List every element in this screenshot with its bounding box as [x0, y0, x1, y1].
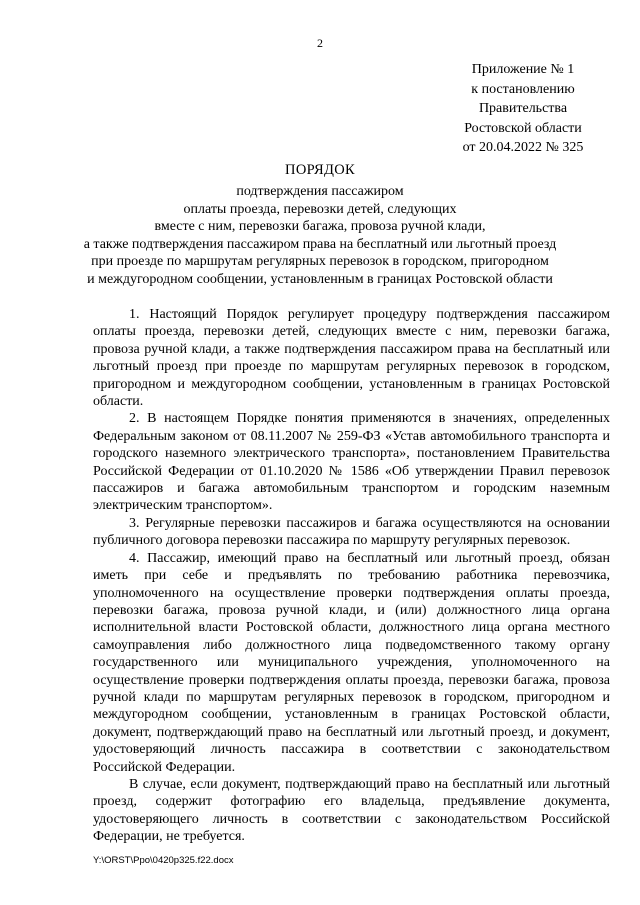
appendix-line: Приложение № 1 [471, 62, 575, 77]
document-title: ПОРЯДОК [285, 162, 355, 178]
appendix-block [428, 60, 618, 158]
subtitle-line: при проезде по маршрутам регулярных перевозок в городском, пригородном [91, 254, 549, 270]
appendix-line: Правительства [478, 101, 568, 116]
file-path-footer: Y:\ORST\Ppo\0420p325.f22.docx [93, 855, 234, 866]
subtitle-line: а также подтверждения пассажиром права на бесплатный или льготный проезд [83, 236, 557, 252]
paragraph: В случае, если документ, подтверждающий право на бесплатный или льготный проезд, содержит фотографию его владельца, предъявление документа, удостоверяющего личность в соответствии с законодательством Российской Федерации, не требуется. [93, 776, 610, 845]
subtitle-line: вместе с ним, перевозки багажа, провоза ручной клади, [154, 219, 486, 235]
subtitle-line: подтверждения пассажиром [236, 184, 404, 199]
paragraph: 2. В настоящем Порядке понятия применяются в значениях, определенных Федеральным законом от 08.11.2007 № 259-ФЗ «Устав автомобильного транспорта и городского наземного электрического транспорта», постановлением Правительства Российской Федерации от 01.10.2020 № 1586 «Об утверждении Правил перевозок пассажиров и багажа автомобильным транспортом и городским наземным электрическим транспортом». [93, 411, 610, 514]
appendix-line: к постановлению [471, 81, 575, 97]
subtitle-line: и междугородном сообщении, установленным в границах Ростовской области [87, 271, 553, 287]
paragraph: 3. Регулярные перевозки пассажиров и багажа осуществляются на основании публичного договора перевозки пассажира по маршруту регулярных перевозок. [93, 515, 610, 549]
appendix-line: Ростовской области [464, 120, 582, 136]
document-body [93, 306, 610, 846]
document-subtitle [0, 183, 640, 289]
page-number: 2 [317, 36, 323, 50]
paragraph: 1. Настоящий Порядок регулирует процедуру подтверждения пассажиром оплаты проезда, перевозки детей, следующих вместе с ним, перевозки багажа, провоза ручной клади, а также подтверждения пассажиром права на бесплатный или льготный проезд при проезде по маршрутам регулярных перевозок в городском, пригородном и междугородном сообщении, установленным в границах Ростовской области. [93, 307, 610, 410]
paragraph: 4. Пассажир, имеющий право на бесплатный или льготный проезд, обязан иметь при себе и предъявлять по требованию работника перевозчика, уполномоченного на осуществление проверки подтверждения оплаты проезда, перевозки багажа, провоза ручной клади, и (или) должностного лица органа исполнительной власти Ростовской области, должностного лица органа местного самоуправления либо должностного лица подведомственного такому органу государственного или муниципального учреждения, уполномоченного на осуществление проверки подтверждения оплаты проезда, перевозки багажа, провоза ручной клади по маршрутам регулярных перевозок в городском, пригородном и междугородном сообщении, установленным в границах Ростовской области, документ, подтверждающий право на бесплатный или льготный проезд, и документ, удостоверяющий личность пассажира в соответствии с законодательством Российской Федерации. [93, 550, 610, 775]
appendix-line: от 20.04.2022 № 325 [462, 140, 584, 155]
subtitle-line: оплаты проезда, перевозки детей, следующих [183, 201, 457, 217]
